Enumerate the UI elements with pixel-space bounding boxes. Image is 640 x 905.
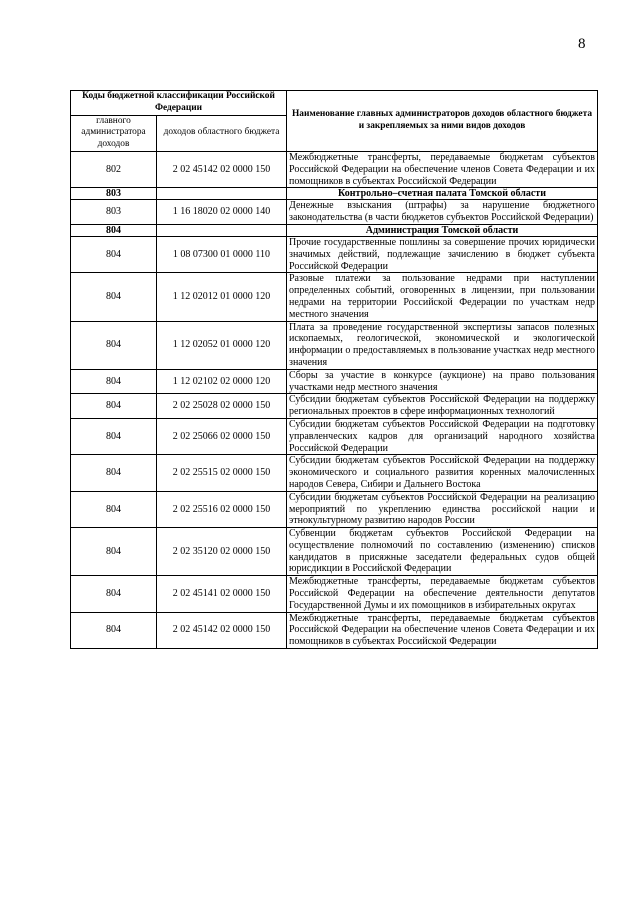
table-row bbox=[71, 612, 598, 648]
section-title-cell: Администрация Томской области bbox=[287, 224, 598, 236]
income-name-cell: Субсидии бюджетам субъектов Российской Федерации на поддержку региональных проектов в сфере информационных технологий bbox=[287, 394, 598, 419]
table-row bbox=[71, 321, 598, 369]
table-row bbox=[71, 576, 598, 612]
income-name-cell: Субсидии бюджетам субъектов Российской Федерации на подготовку управленческих кадров для организаций народного хозяйства Российской Федерации bbox=[287, 418, 598, 454]
income-name-cell: Прочие государственные пошлины за совершение прочих юридически значимых действий, подлежащие зачислению в бюджет субъекта Российской Федерации bbox=[287, 236, 598, 272]
section-row bbox=[71, 224, 598, 236]
admin-code-cell: 803 bbox=[71, 188, 157, 200]
income-name-cell: Плата за проведение государственной экспертизы запасов полезных ископаемых, геологической, экономической и экологической информации о предоставляемых в пользование участках недр местного значения bbox=[287, 321, 598, 369]
income-name-cell: Межбюджетные трансферты, передаваемые бюджетам субъектов Российской Федерации на обеспечение членов Совета Федерации и их помощников в субъектах Российской Федерации bbox=[287, 612, 598, 648]
table-row bbox=[71, 528, 598, 576]
admin-column-header: главного администратора доходов bbox=[71, 115, 157, 151]
income-name-cell: Денежные взыскания (штрафы) за нарушение бюджетного законодательства (в части бюджетов субъектов Российской Федерации) bbox=[287, 200, 598, 225]
admin-code-cell: 804 bbox=[71, 236, 157, 272]
table-header bbox=[71, 91, 598, 152]
income-code-cell: 2 02 45142 02 0000 150 bbox=[157, 151, 287, 187]
income-name-cell: Субсидии бюджетам субъектов Российской Федерации на поддержку экономического и социального развития коренных малочисленных народов Севера, Сибири и Дальнего Востока bbox=[287, 455, 598, 491]
table-row bbox=[71, 418, 598, 454]
income-code-cell: 1 08 07300 01 0000 110 bbox=[157, 236, 287, 272]
admin-code-cell: 804 bbox=[71, 528, 157, 576]
codes-group-header: Коды бюджетной классификации Российской Федерации bbox=[71, 91, 287, 116]
page-number: 8 bbox=[578, 36, 586, 52]
income-name-cell: Разовые платежи за пользование недрами при наступлении определенных событий, оговоренных в лицензии, при пользовании недрами на территории Российской Федерации по участкам недр местного значения bbox=[287, 273, 598, 321]
income-code-cell: 1 16 18020 02 0000 140 bbox=[157, 200, 287, 225]
admin-code-cell: 804 bbox=[71, 321, 157, 369]
income-name-cell: Субсидии бюджетам субъектов Российской Федерации на реализацию мероприятий по укреплению единства российской нации и этнокультурному развитию народов России bbox=[287, 491, 598, 527]
table-row bbox=[71, 394, 598, 419]
income-code-cell bbox=[157, 188, 287, 200]
income-column-header: доходов областного бюджета bbox=[157, 115, 287, 151]
income-code-cell: 2 02 25516 02 0000 150 bbox=[157, 491, 287, 527]
table-row bbox=[71, 200, 598, 225]
income-code-cell: 2 02 45142 02 0000 150 bbox=[157, 612, 287, 648]
table-row bbox=[71, 236, 598, 272]
income-name-cell: Сборы за участие в конкурсе (аукционе) на право пользования участками недр местного значения bbox=[287, 369, 598, 394]
admin-code-cell: 802 bbox=[71, 151, 157, 187]
income-code-cell: 2 02 25515 02 0000 150 bbox=[157, 455, 287, 491]
section-row bbox=[71, 188, 598, 200]
income-code-cell: 1 12 02102 02 0000 120 bbox=[157, 369, 287, 394]
admin-code-cell: 804 bbox=[71, 394, 157, 419]
income-name-cell: Субвенции бюджетам субъектов Российской Федерации на осуществление полномочий по составлению (изменению) списков кандидатов в присяжные заседатели федеральных судов общей юрисдикции в Российской Федерации bbox=[287, 528, 598, 576]
table-row bbox=[71, 273, 598, 321]
income-code-cell: 2 02 25028 02 0000 150 bbox=[157, 394, 287, 419]
admin-code-cell: 803 bbox=[71, 200, 157, 225]
table-row bbox=[71, 369, 598, 394]
income-code-cell: 2 02 35120 02 0000 150 bbox=[157, 528, 287, 576]
table-row bbox=[71, 491, 598, 527]
table-row bbox=[71, 151, 598, 187]
admin-code-cell: 804 bbox=[71, 273, 157, 321]
table-row bbox=[71, 455, 598, 491]
section-title-cell: Контрольно–счетная палата Томской области bbox=[287, 188, 598, 200]
table-body bbox=[71, 151, 598, 648]
admin-code-cell: 804 bbox=[71, 612, 157, 648]
budget-classification-table bbox=[70, 90, 598, 649]
income-code-cell: 1 12 02012 01 0000 120 bbox=[157, 273, 287, 321]
income-code-cell: 2 02 25066 02 0000 150 bbox=[157, 418, 287, 454]
admin-code-cell: 804 bbox=[71, 369, 157, 394]
income-code-cell: 2 02 45141 02 0000 150 bbox=[157, 576, 287, 612]
admin-code-cell: 804 bbox=[71, 455, 157, 491]
income-code-cell: 1 12 02052 01 0000 120 bbox=[157, 321, 287, 369]
name-column-header: Наименование главных администраторов доходов областного бюджета и закрепляемых за ними видов доходов bbox=[287, 91, 598, 152]
income-code-cell bbox=[157, 224, 287, 236]
income-name-cell: Межбюджетные трансферты, передаваемые бюджетам субъектов Российской Федерации на обеспечение деятельности депутатов Государственной Думы и их помощников в избирательных округах bbox=[287, 576, 598, 612]
admin-code-cell: 804 bbox=[71, 224, 157, 236]
admin-code-cell: 804 bbox=[71, 576, 157, 612]
income-name-cell: Межбюджетные трансферты, передаваемые бюджетам субъектов Российской Федерации на обеспечение членов Совета Федерации и их помощников в субъектах Российской Федерации bbox=[287, 151, 598, 187]
admin-code-cell: 804 bbox=[71, 491, 157, 527]
admin-code-cell: 804 bbox=[71, 418, 157, 454]
